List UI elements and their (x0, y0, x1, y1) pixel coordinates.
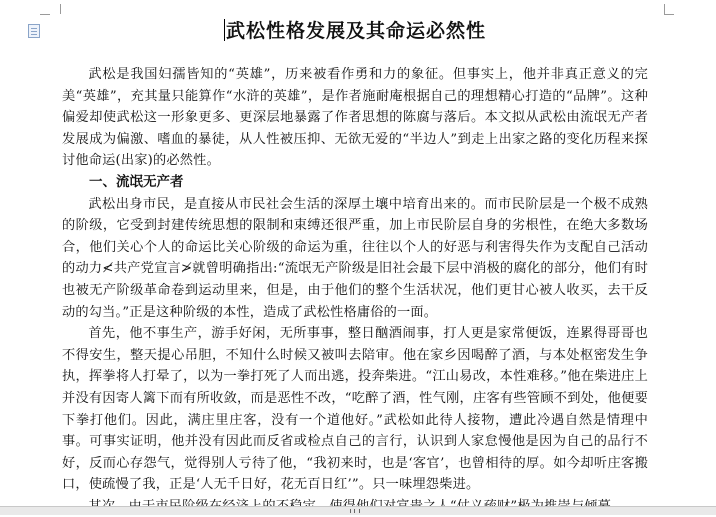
page-corner-mark-left-h (40, 14, 50, 15)
document-body[interactable] (62, 14, 648, 517)
text-cursor (224, 19, 225, 41)
document-title-text: 武松性格发展及其命运必然性 (225, 20, 486, 42)
document-map-icon[interactable] (28, 24, 40, 38)
scroll-grip-icon[interactable] (350, 509, 360, 513)
page-corner-mark-left (50, 4, 61, 14)
top-ruler (0, 0, 716, 8)
page-corner-mark-right (664, 4, 675, 14)
section-paragraph-1: 武松出身市民，是直接从市民社会生活的深厚土壤中培育出来的。而市民阶层是一个极不成熟的阶级，它受到封建传统思想的限制和束缚还很严重，加上市民阶层自身的劣根性，在绝大多数场合，他们关心个人的命运比关心阶级的命运为重，往往以个人的好恶与利害得失作为支配自己活动的动力≮共产党宣言≯就曾明确指出:“流氓无产阶级是旧社会最下层中消极的腐化的部分，他们有时也被无产阶级革命卷到运动里来，但是，由于他们的整个生活状况，他们更甘心被人收买，去干反动的勾当。”正是这种阶级的本性，造成了武松性格庸俗的一面。 (62, 196, 648, 320)
section-heading: 一、流氓无产者 (89, 173, 184, 190)
document-title (62, 18, 648, 44)
section-paragraph-2: 首先，他不事生产，游手好闲，无所事事，整日酗酒闹事，打人更是家常便饭，连累得哥哥也不得安生，整天提心吊胆，不知什么时候又被叫去陪审。他在家乡因喝醉了酒，与本处枢密发生争执，挥拳将人打晕了，以为一拳打死了人而出逃，投奔柴进。“江山易改，本性难移。”他在柴进庄上并没有因寄人篱下而有所收敛，而是恶性不改，“吃醉了酒，性气刚，庄客有些管顾不到处，他便要下拳打他们。因此，满庄里庄客，没有一个道他好。”武松如此待人接物，遭此冷遇自然是情理中事。可事实证明，他并没有因此而反省或检点自己的言行，认识到人家怠慢他是因为自己的品行不好，反而心存怨气，觉得别人亏待了他，“我初来时，也是‘客官’，也曾相待的厚。如今却听庄客搬口，使疏慢了我，正是‘人无千日好，花无百日红’”。只一味埋怨柴进。 (62, 326, 648, 493)
intro-paragraph: 武松是我国妇孺皆知的“英雄”，历来被看作勇和力的象征。但事实上，他并非真正意义的完美“英雄”，充其量只能算作“水浒的英雄”，是作者施耐庵根据自己的理想精心打造的“品牌”。这种偏爱却使武松这一形象更多、更深层地暴露了作者思想的陈腐与落后。本文拟从武松由流氓无产者发展成为偏激、嗜血的暴徒，从人性被压抑、无欲无爱的“半边人”到走上出家之路的变化历程来探讨他命运(出家)的必然性。 (62, 67, 648, 169)
page-corner-mark-right-h (664, 14, 674, 15)
horizontal-scrollbar[interactable] (0, 506, 716, 515)
